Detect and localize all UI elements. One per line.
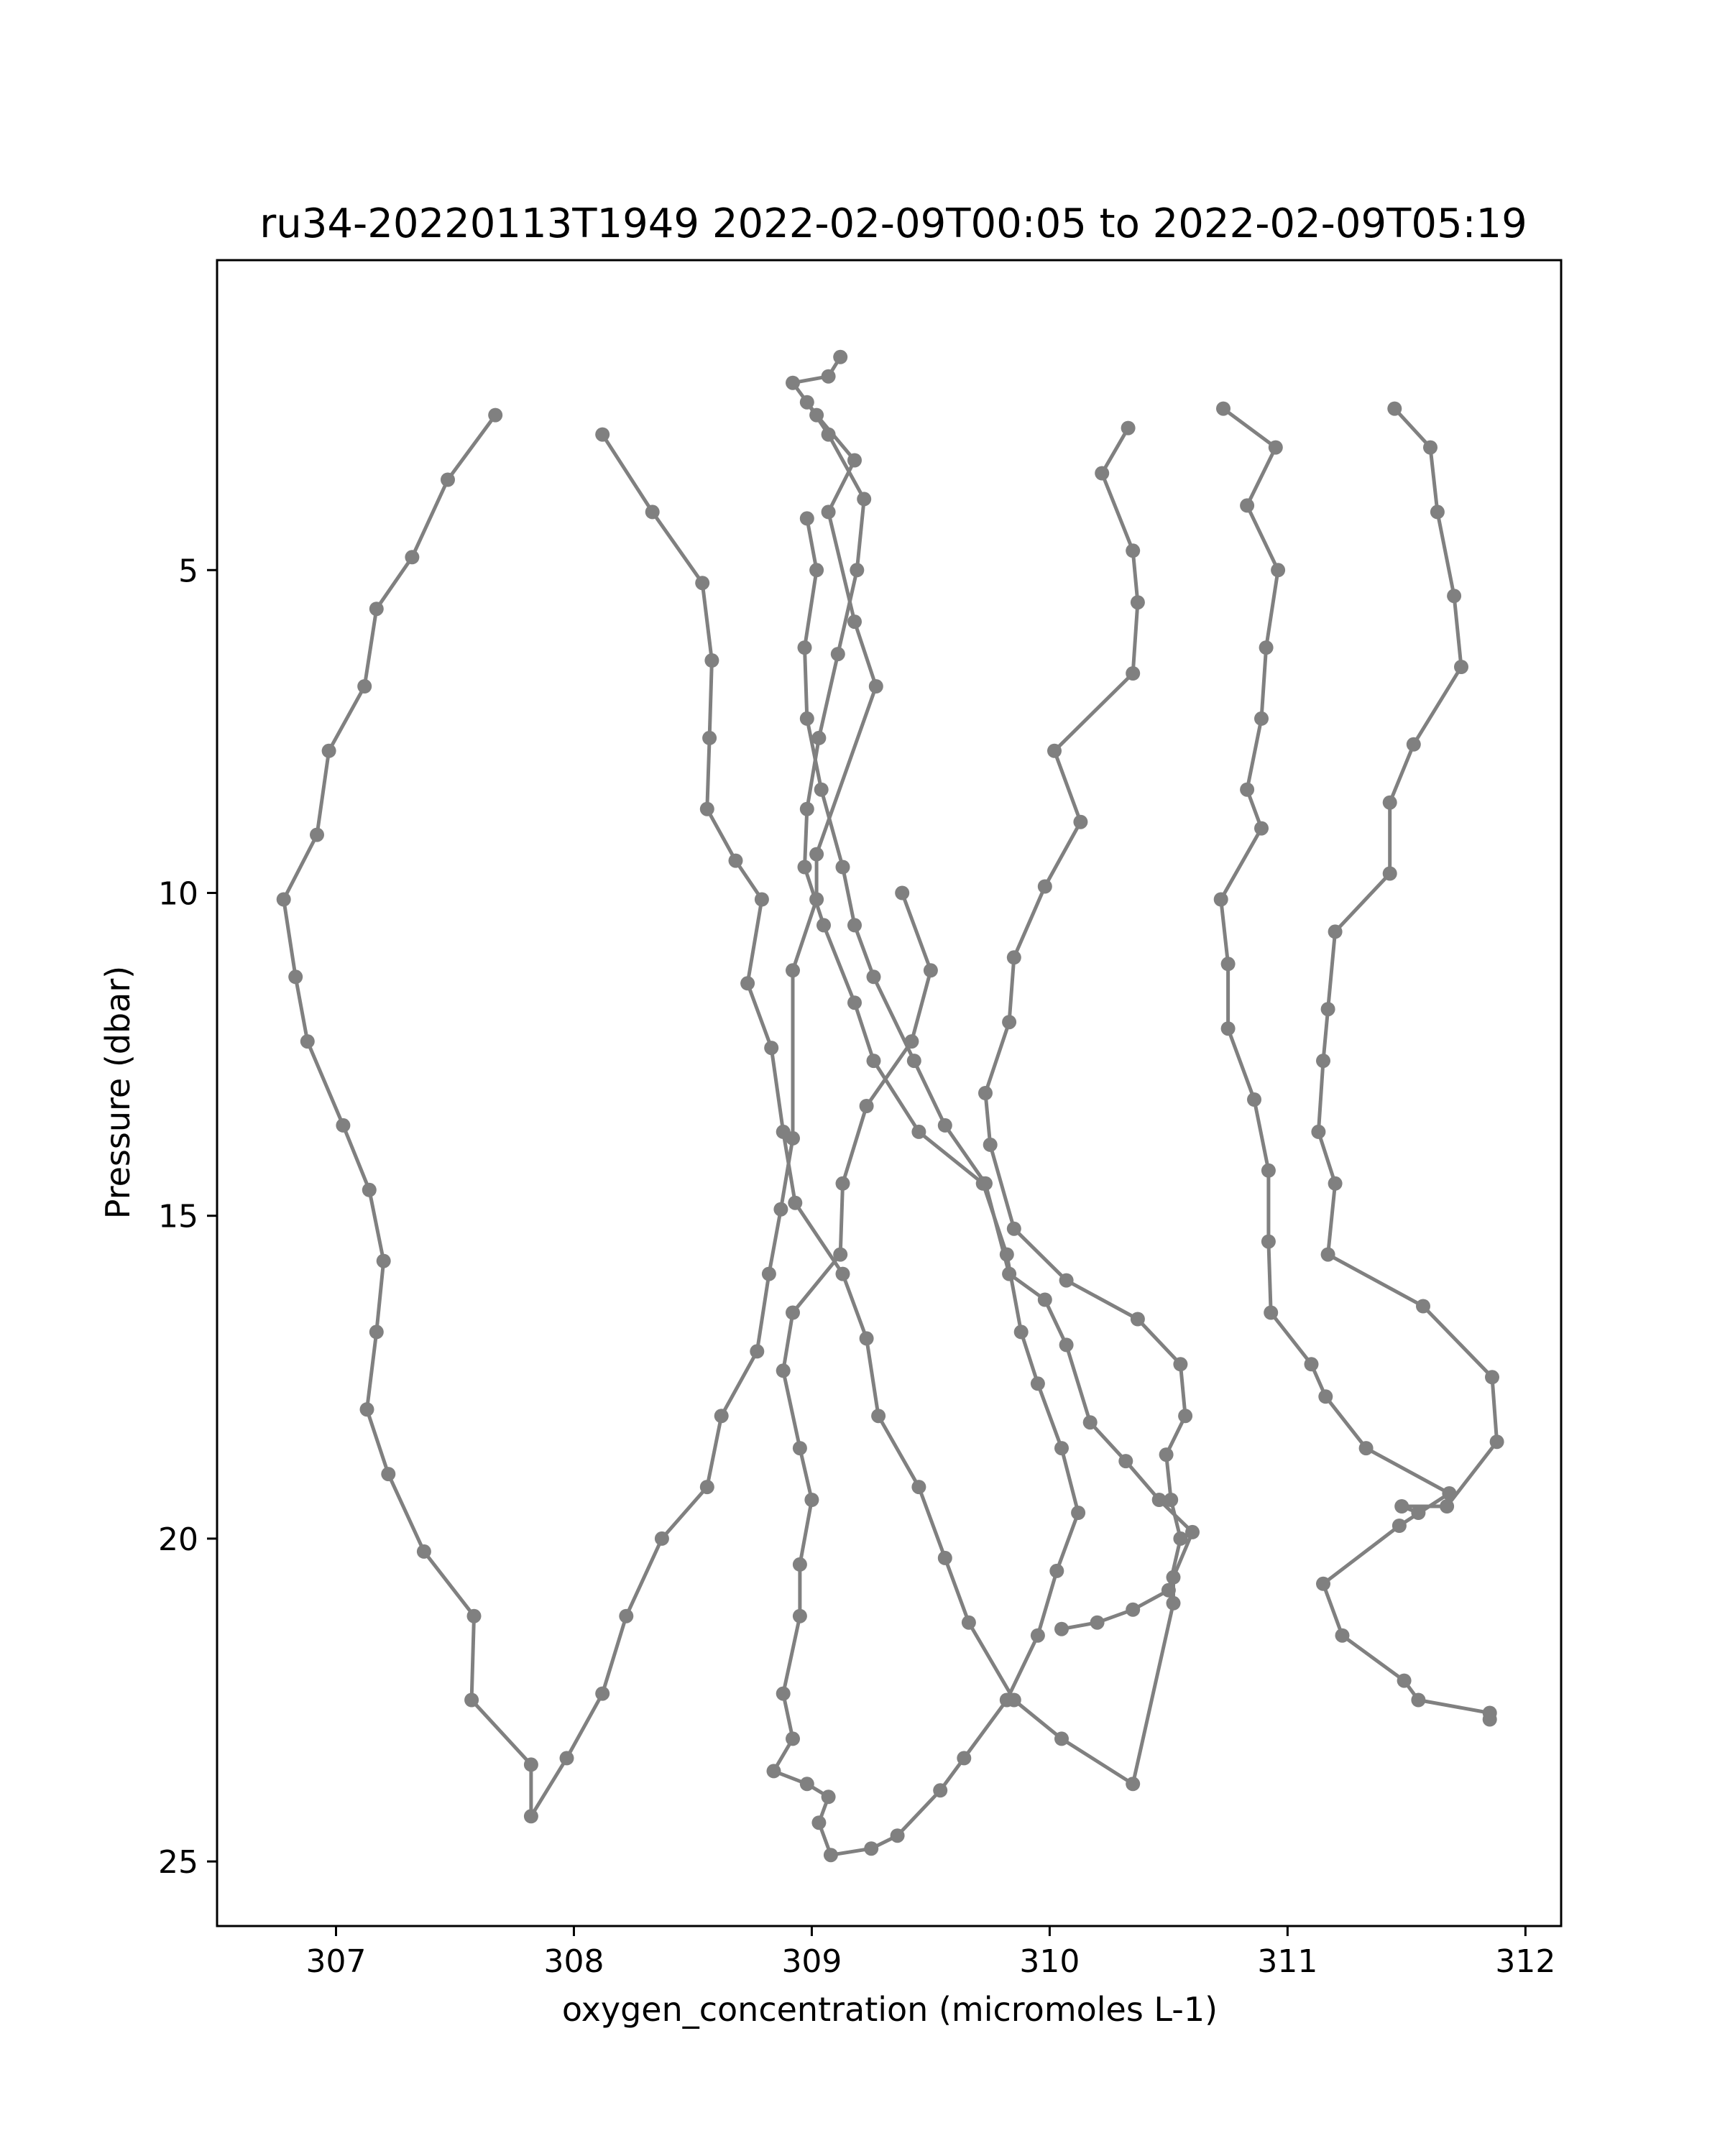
data-point [800, 711, 814, 726]
data-point [362, 1183, 377, 1197]
data-point [857, 492, 871, 506]
data-point [700, 1480, 714, 1494]
data-point [1059, 1273, 1074, 1288]
data-point [786, 1731, 800, 1746]
data-point [1485, 1370, 1499, 1384]
data-point [1221, 1021, 1236, 1036]
data-point [798, 640, 812, 655]
data-point [800, 1777, 814, 1791]
data-point [776, 1125, 791, 1139]
data-point [1038, 1293, 1052, 1307]
data-point [814, 783, 829, 797]
data-point [755, 893, 769, 907]
chart-title: ru34-20220113T1949 2022-02-09T00:05 to 2022-02-09T05:19 [259, 201, 1527, 247]
y-tick-label: 5 [178, 553, 198, 590]
data-point [764, 1041, 778, 1055]
data-point [1126, 1777, 1140, 1791]
data-point [300, 1034, 315, 1049]
data-point [1240, 498, 1254, 512]
y-tick-label: 15 [158, 1198, 198, 1235]
data-point [595, 1687, 610, 1701]
data-point [1000, 1693, 1014, 1708]
data-point [911, 1480, 926, 1494]
data-point [595, 428, 610, 442]
data-point [1126, 1603, 1140, 1617]
data-point [1261, 1164, 1276, 1178]
data-point [867, 969, 881, 984]
data-point [1178, 1409, 1192, 1423]
data-point [836, 860, 850, 875]
data-point [524, 1809, 538, 1823]
data-point [847, 614, 862, 629]
data-point [822, 369, 836, 384]
data-point [1423, 441, 1438, 455]
data-point [847, 918, 862, 932]
data-point [1031, 1376, 1045, 1391]
data-point [1014, 1325, 1029, 1339]
data-point [762, 1267, 776, 1281]
data-point [800, 802, 814, 816]
x-tick-label: 309 [781, 1943, 842, 1980]
data-point [1054, 1731, 1069, 1746]
data-point [1118, 1454, 1133, 1468]
data-point [1490, 1434, 1504, 1449]
data-point [1387, 402, 1402, 416]
data-point [822, 505, 836, 519]
data-point [1002, 1015, 1016, 1029]
data-point [336, 1118, 350, 1133]
data-point [911, 1125, 926, 1139]
data-point [978, 1086, 993, 1100]
data-point [983, 1138, 998, 1152]
data-point [822, 428, 836, 442]
data-point [1162, 1583, 1176, 1598]
data-point [714, 1409, 729, 1423]
data-point [1000, 1248, 1014, 1262]
data-point [864, 1841, 878, 1856]
data-point [1311, 1125, 1325, 1139]
data-point [1254, 711, 1269, 726]
data-point [695, 576, 709, 590]
data-point [1054, 1441, 1069, 1455]
data-point [860, 1331, 874, 1345]
data-point [464, 1693, 479, 1708]
data-point [1031, 1628, 1045, 1643]
data-point [1173, 1357, 1187, 1371]
x-tick-label: 308 [543, 1943, 604, 1980]
data-point [1216, 402, 1230, 416]
data-point [1259, 640, 1274, 655]
data-point [1007, 1222, 1021, 1236]
data-point [700, 802, 714, 816]
data-point [1221, 957, 1236, 971]
data-point [488, 408, 502, 423]
data-point [702, 731, 717, 745]
y-tick-label: 20 [158, 1521, 198, 1558]
data-point [869, 679, 883, 694]
data-point [1430, 505, 1445, 519]
data-point [786, 963, 800, 977]
data-point [938, 1551, 952, 1565]
data-point [1392, 1519, 1407, 1533]
data-point [933, 1783, 947, 1797]
data-point [1073, 815, 1087, 829]
data-point [277, 893, 291, 907]
data-point [310, 828, 324, 842]
data-point [381, 1467, 395, 1481]
y-tick-label: 25 [158, 1844, 198, 1881]
data-point [793, 1557, 807, 1572]
data-point [750, 1344, 764, 1358]
data-point [786, 376, 800, 390]
data-point [924, 963, 938, 977]
data-point [1095, 466, 1109, 481]
data-point [1007, 950, 1021, 964]
data-point [800, 395, 814, 410]
x-axis-label: oxygen_concentration (micromoles L-1) [561, 1990, 1218, 2029]
data-point [1271, 563, 1285, 577]
data-point [1383, 796, 1397, 810]
data-point [976, 1176, 990, 1191]
data-point [1316, 1054, 1330, 1068]
x-tick-label: 312 [1495, 1943, 1556, 1980]
data-point [1407, 737, 1421, 752]
data-point [377, 1254, 391, 1268]
data-point [560, 1751, 574, 1765]
data-point [833, 1248, 847, 1262]
data-point [816, 918, 831, 932]
data-point [904, 1034, 919, 1049]
x-tick-label: 310 [1019, 1943, 1080, 1980]
data-point [811, 731, 826, 745]
data-point [1305, 1357, 1319, 1371]
data-point [1440, 1499, 1454, 1514]
data-point [1214, 893, 1228, 907]
data-point [441, 473, 455, 487]
data-point [1394, 1499, 1409, 1514]
data-point [793, 1609, 807, 1623]
data-point [836, 1176, 850, 1191]
data-point [860, 1099, 874, 1113]
data-point [1397, 1674, 1412, 1688]
data-point [809, 563, 824, 577]
data-point [1335, 1628, 1350, 1643]
data-point [360, 1402, 374, 1416]
data-point [847, 453, 862, 468]
data-point [836, 1267, 850, 1281]
data-point [645, 505, 660, 519]
data-point [524, 1757, 538, 1772]
data-point [1411, 1693, 1425, 1708]
data-point [850, 563, 864, 577]
data-point [1167, 1596, 1181, 1611]
data-point [867, 1054, 881, 1068]
data-point [776, 1363, 791, 1378]
data-point [1121, 421, 1136, 436]
data-point [1483, 1713, 1497, 1727]
data-point [891, 1828, 905, 1843]
y-tick-label: 10 [158, 875, 198, 913]
data-point [822, 1789, 836, 1804]
data-point [809, 847, 824, 862]
data-point [1416, 1299, 1430, 1314]
data-point [1059, 1337, 1074, 1352]
data-point [871, 1409, 886, 1423]
data-point [962, 1616, 976, 1630]
data-point [1071, 1506, 1085, 1520]
data-point [1083, 1415, 1098, 1429]
data-point [798, 860, 812, 875]
data-point [1321, 1248, 1335, 1262]
data-point [1090, 1616, 1105, 1630]
data-point [1164, 1493, 1178, 1507]
data-point [1321, 1002, 1335, 1016]
data-point [1383, 867, 1397, 881]
data-point [776, 1687, 791, 1701]
data-point [1359, 1441, 1374, 1455]
data-point [655, 1531, 669, 1546]
data-point [786, 1306, 800, 1320]
data-point [417, 1544, 431, 1559]
data-point [288, 969, 303, 984]
data-point [1047, 744, 1062, 758]
data-point [1328, 924, 1343, 939]
data-point [1454, 660, 1468, 674]
data-point [467, 1609, 482, 1623]
data-point [704, 653, 719, 668]
data-point [824, 1848, 838, 1862]
data-point [405, 550, 419, 564]
data-point [1038, 880, 1052, 894]
data-point [773, 1202, 788, 1217]
data-point [322, 744, 336, 758]
data-point [957, 1751, 971, 1765]
data-point [1131, 1312, 1145, 1327]
data-point [1159, 1447, 1174, 1462]
data-point [833, 350, 847, 364]
data-point [369, 1325, 384, 1339]
data-point [740, 976, 755, 990]
data-point [1126, 543, 1140, 558]
data-point [1247, 1092, 1261, 1107]
data-point [767, 1764, 781, 1778]
x-tick-label: 311 [1257, 1943, 1318, 1980]
data-point [1126, 666, 1140, 681]
data-point [369, 602, 384, 616]
x-tick-label: 307 [305, 1943, 367, 1980]
data-point [1269, 441, 1283, 455]
data-point [1264, 1306, 1278, 1320]
data-point [804, 1493, 819, 1507]
data-point [1316, 1577, 1330, 1591]
data-point [1049, 1564, 1064, 1578]
data-point [895, 886, 909, 900]
data-point [1254, 821, 1269, 836]
data-point [788, 1196, 802, 1210]
data-point [619, 1609, 633, 1623]
y-axis-label: Pressure (dbar) [98, 965, 137, 1220]
data-point [907, 1054, 921, 1068]
data-point [1173, 1531, 1187, 1546]
data-point [831, 647, 845, 661]
data-point [1447, 589, 1461, 603]
data-point [793, 1441, 807, 1455]
data-point [938, 1118, 952, 1133]
data-point [1411, 1506, 1425, 1520]
data-point [1054, 1622, 1069, 1636]
data-point [1318, 1389, 1333, 1404]
data-point [729, 854, 743, 868]
data-point [1261, 1235, 1276, 1249]
data-point [1240, 783, 1254, 797]
data-point [357, 679, 372, 694]
data-point [847, 995, 862, 1010]
data-point [811, 1815, 826, 1830]
data-point [1328, 1176, 1343, 1191]
data-point [800, 511, 814, 525]
data-point [1131, 595, 1145, 609]
